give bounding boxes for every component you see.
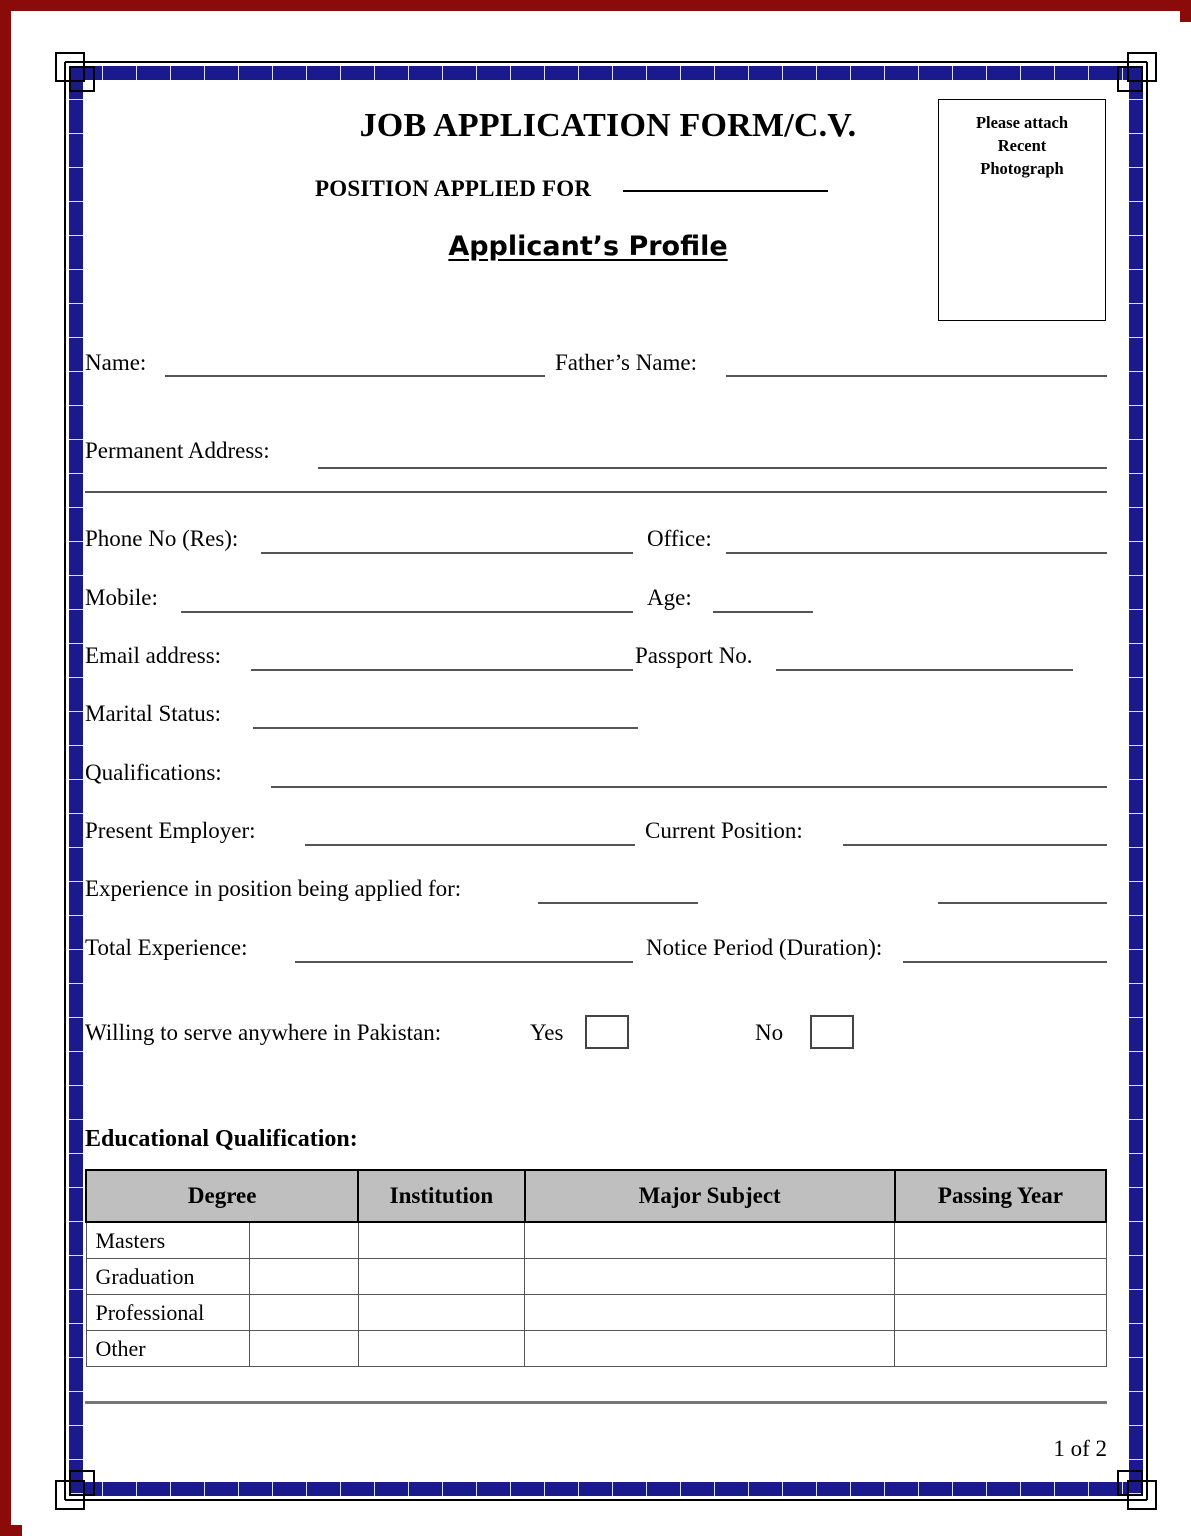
email-label: Email address: (85, 643, 222, 668)
education-section-heading: Educational Qualification: (85, 1126, 358, 1152)
cell-masters-passing-year[interactable] (895, 1222, 1106, 1259)
cell-graduation-major-subject[interactable] (525, 1259, 895, 1295)
total-experience-input[interactable] (295, 961, 633, 963)
office-input[interactable] (726, 552, 1107, 554)
mobile-input[interactable] (181, 611, 633, 613)
cell-masters-degree-detail[interactable] (249, 1222, 358, 1259)
qualifications-input[interactable] (271, 786, 1107, 788)
experience-applied-label: Experience in position being applied for: (85, 876, 462, 901)
frame-bar-right (1129, 66, 1143, 1496)
name-label: Name: (85, 350, 147, 375)
fathers-name-label: Father’s Name: (555, 350, 698, 375)
position-applied-label: POSITION APPLIED FOR (315, 176, 592, 201)
position-applied-input[interactable] (623, 190, 828, 192)
cell-graduation-passing-year[interactable] (895, 1259, 1106, 1295)
column-header-major-subject: Major Subject (525, 1170, 895, 1222)
marital-status-input[interactable] (253, 727, 638, 729)
frame-hairline-left (64, 62, 66, 1500)
cell-other-passing-year[interactable] (895, 1331, 1106, 1367)
frame-hairline-top (65, 61, 1147, 63)
age-input[interactable] (713, 611, 813, 613)
table-row (86, 1295, 1106, 1331)
cell-other-degree-detail[interactable] (249, 1331, 358, 1367)
qualifications-label: Qualifications: (85, 760, 222, 785)
permanent-address-label: Permanent Address: (85, 438, 270, 463)
column-header-institution: Institution (358, 1170, 524, 1222)
frame-bar-left (69, 66, 83, 1496)
cell-professional-institution[interactable] (358, 1295, 524, 1331)
position-applied-row (315, 176, 828, 202)
column-header-degree: Degree (86, 1170, 358, 1222)
permanent-address-input-line-1[interactable] (318, 467, 1107, 469)
total-experience-label: Total Experience: (85, 935, 248, 960)
willing-pakistan-label: Willing to serve anywhere in Pakistan: (85, 1020, 442, 1045)
frame-hairline-right (1146, 62, 1148, 1500)
current-position-input[interactable] (843, 844, 1107, 846)
experience-applied-input-1[interactable] (538, 902, 698, 904)
cell-other-major-subject[interactable] (525, 1331, 895, 1367)
cell-professional-major-subject[interactable] (525, 1295, 895, 1331)
office-label: Office: (647, 526, 712, 551)
form-content (83, 81, 1129, 1481)
photo-instruction-line-1: Please attach (975, 113, 1069, 132)
passport-label: Passport No. (635, 643, 753, 668)
cell-professional-degree-detail[interactable] (249, 1295, 358, 1331)
row-label-professional: Professional (86, 1295, 249, 1331)
photo-instruction-line-3: Photograph (980, 158, 1064, 178)
willing-no-checkbox[interactable] (810, 1015, 854, 1049)
cell-graduation-institution[interactable] (358, 1259, 524, 1295)
willing-yes-checkbox[interactable] (585, 1015, 629, 1049)
permanent-address-input-line-2[interactable] (85, 491, 1107, 493)
email-input[interactable] (251, 669, 633, 671)
marital-status-label: Marital Status: (85, 701, 222, 726)
education-table (85, 1169, 1107, 1367)
fathers-name-input[interactable] (726, 375, 1107, 377)
column-header-passing-year: Passing Year (895, 1170, 1106, 1222)
experience-applied-input-2[interactable] (938, 902, 1107, 904)
willing-yes-label: Yes (530, 1020, 564, 1045)
notice-period-input[interactable] (903, 961, 1107, 963)
footer-divider (85, 1401, 1107, 1404)
age-label: Age: (647, 585, 692, 610)
notice-period-label: Notice Period (Duration): (646, 935, 883, 960)
phone-res-input[interactable] (261, 552, 633, 554)
cell-masters-institution[interactable] (358, 1222, 524, 1259)
frame-bar-top (69, 66, 1143, 80)
phone-res-label: Phone No (Res): (85, 526, 239, 551)
photo-instruction-line-2: Recent (997, 135, 1047, 155)
cell-other-institution[interactable] (358, 1331, 524, 1367)
cell-graduation-degree-detail[interactable] (249, 1259, 358, 1295)
photograph-placeholder-box[interactable] (938, 99, 1106, 321)
present-employer-input[interactable] (305, 844, 635, 846)
page-number: 1 of 2 (1053, 1436, 1107, 1461)
row-label-graduation: Graduation (86, 1259, 249, 1295)
row-label-masters: Masters (86, 1222, 249, 1259)
frame-hairline-bottom (65, 1499, 1147, 1501)
table-row (86, 1331, 1106, 1367)
willing-no-label: No (755, 1020, 784, 1045)
education-table-header-row (86, 1170, 1106, 1222)
name-input[interactable] (165, 375, 545, 377)
table-row (86, 1222, 1106, 1259)
section-title-applicants-profile: Applicant’s Profile (448, 231, 728, 262)
mobile-label: Mobile: (85, 585, 158, 610)
row-label-other: Other (86, 1331, 249, 1367)
page-title: JOB APPLICATION FORM/C.V. (359, 107, 857, 144)
cell-masters-major-subject[interactable] (525, 1222, 895, 1259)
passport-input[interactable] (776, 669, 1073, 671)
present-employer-label: Present Employer: (85, 818, 256, 843)
cell-professional-passing-year[interactable] (895, 1295, 1106, 1331)
table-row (86, 1259, 1106, 1295)
frame-bar-bottom (69, 1482, 1143, 1496)
current-position-label: Current Position: (645, 818, 803, 843)
